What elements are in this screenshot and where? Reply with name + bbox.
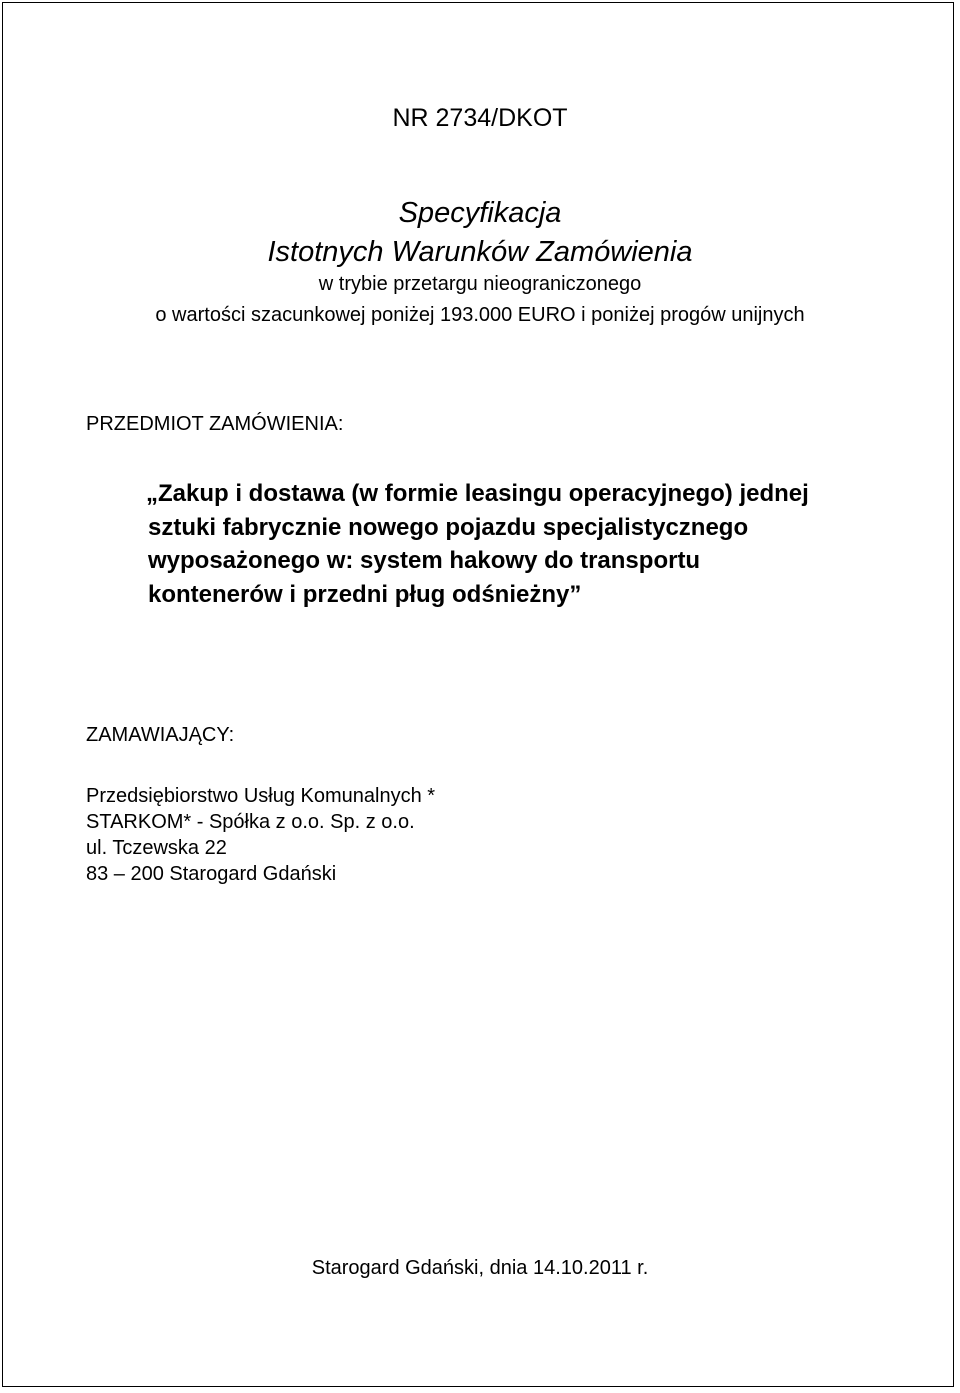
subject-label: PRZEDMIOT ZAMÓWIENIA: <box>86 413 344 435</box>
client-city: 83 – 200 Starogard Gdański <box>86 863 337 885</box>
subject-description <box>148 477 868 611</box>
client-street: ul. Tczewska 22 <box>86 837 227 859</box>
subject-line: kontenerów i przedni pług odśnieżny” <box>148 580 582 608</box>
subject-line: wyposażonego w: system hakowy do transportu <box>148 547 701 574</box>
client-label: ZAMAWIAJĄCY: <box>86 724 235 746</box>
value-threshold-note: o wartości szacunkowej poniżej 193.000 EURO i poniżej progów unijnych <box>155 304 805 326</box>
document-title-line-1: Specyfikacja <box>398 197 562 229</box>
place-and-date: Starogard Gdański, dnia 14.10.2011 r. <box>311 1257 649 1279</box>
client-address-block <box>86 783 435 887</box>
client-name: Przedsiębiorstwo Usług Komunalnych * <box>86 785 436 807</box>
document-title-line-2: Istotnych Warunków Zamówienia <box>267 236 693 268</box>
subject-line: „Zakup i dostawa (w formie leasingu operacyjnego) jednej <box>146 480 809 507</box>
document-number: NR 2734/DKOT <box>392 104 568 132</box>
subject-line: sztuki fabrycznie nowego pojazdu specjalistycznego <box>148 513 749 541</box>
client-company: STARKOM* - Spółka z o.o. Sp. z o.o. <box>86 811 415 833</box>
procedure-mode: w trybie przetargu nieograniczonego <box>318 273 642 295</box>
